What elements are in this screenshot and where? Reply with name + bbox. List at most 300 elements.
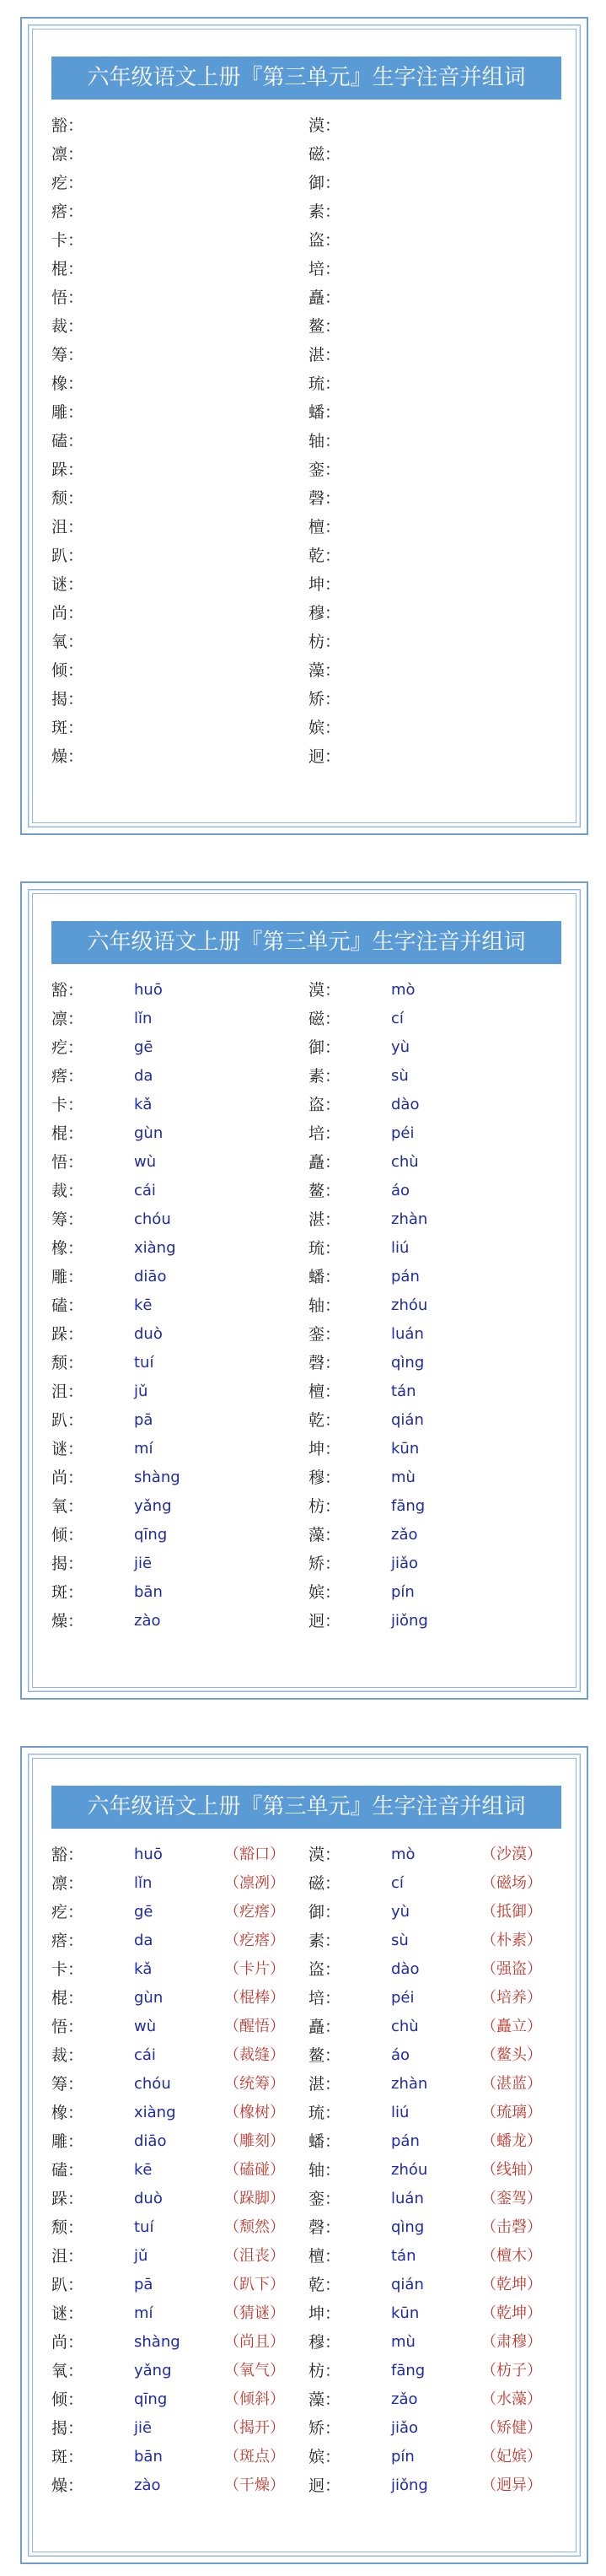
character: 卡： (51, 1960, 84, 1979)
char-row (51, 742, 566, 771)
character: 疙： (51, 1903, 84, 1921)
char-row (51, 255, 566, 283)
char-row (51, 599, 566, 628)
pinyin: mò (391, 1846, 416, 1863)
character: 揭： (51, 690, 84, 709)
character: 悟： (51, 2018, 84, 2036)
character: 轴： (308, 432, 341, 450)
char-row (51, 226, 566, 255)
character: 嫔： (308, 2448, 341, 2466)
char-row (51, 455, 566, 484)
pinyin: sù (391, 1932, 409, 1949)
char-row (51, 2385, 566, 2414)
character: 燥： (51, 2476, 84, 2495)
character: 倾： (51, 661, 84, 680)
pinyin: luán (391, 1325, 424, 1343)
char-row (51, 369, 566, 398)
character: 橡： (51, 375, 84, 393)
char-row (51, 1005, 566, 1033)
pinyin: tuí (134, 2218, 154, 2236)
character: 素： (308, 1932, 341, 1950)
word-example: （水藻） (481, 2390, 542, 2408)
word-example: （趴下） (224, 2276, 285, 2293)
char-row (51, 1263, 566, 1291)
char-row (51, 1955, 566, 1984)
char-row (51, 140, 566, 169)
character: 卡： (51, 1096, 84, 1114)
char-row (51, 2443, 566, 2471)
pinyin: bān (134, 2448, 163, 2466)
pinyin: pín (391, 1583, 415, 1601)
word-example: （倾斜） (224, 2390, 285, 2408)
character: 尚： (51, 604, 84, 622)
char-row (51, 197, 566, 226)
char-row (51, 484, 566, 513)
char-row (51, 1607, 566, 1636)
char-row (51, 1435, 566, 1463)
word-example: （沮丧） (224, 2247, 285, 2265)
pinyin: wù (134, 2018, 157, 2035)
pinyin: sù (391, 1067, 409, 1085)
word-example: （疙瘩） (224, 1932, 285, 1949)
char-row (51, 570, 566, 599)
char-row (51, 2156, 566, 2185)
word-example: （强盗） (481, 1960, 542, 1978)
character: 乾： (308, 547, 341, 565)
character: 疙： (51, 1038, 84, 1057)
character: 卡： (51, 231, 84, 250)
character: 揭： (51, 2419, 84, 2438)
char-row (51, 513, 566, 542)
pinyin: da (134, 1067, 153, 1085)
pinyin: shàng (134, 2333, 180, 2351)
character: 凛： (51, 1010, 84, 1028)
word-example: （雕刻） (224, 2132, 285, 2150)
pinyin: pán (391, 1268, 420, 1285)
pinyin: huō (134, 1846, 163, 1863)
pinyin: kǎ (134, 1960, 153, 1978)
pinyin: yǎng (134, 1497, 172, 1515)
pinyin: jiǒng (391, 1612, 428, 1630)
character: 矗： (308, 288, 341, 307)
character: 燥： (51, 747, 84, 766)
character: 豁： (51, 1846, 84, 1864)
word-example: （抵御） (481, 1903, 542, 1921)
char-row (51, 427, 566, 455)
worksheet-full (20, 1746, 588, 2564)
word-example: （裁缝） (224, 2046, 285, 2064)
character: 尚： (51, 1469, 84, 1487)
word-example: （檀木） (481, 2247, 542, 2265)
char-row (51, 1148, 566, 1177)
word-example: （培养） (481, 1989, 542, 2007)
pinyin: pā (134, 1411, 153, 1429)
character: 凛： (51, 145, 84, 164)
character: 枋： (308, 1497, 341, 1516)
character: 筹： (51, 1210, 84, 1229)
character: 矫： (308, 2419, 341, 2438)
character: 瘩： (51, 1932, 84, 1950)
pinyin: cí (391, 1010, 404, 1027)
pinyin: liú (391, 2104, 410, 2121)
word-example: （妃嫔） (481, 2448, 542, 2466)
pinyin: áo (391, 1182, 410, 1199)
pinyin: pā (134, 2276, 153, 2293)
character: 跺： (51, 461, 84, 479)
pinyin: tuí (134, 1354, 154, 1372)
character: 橡： (51, 1239, 84, 1258)
char-row (51, 542, 566, 570)
pinyin: péi (391, 1124, 415, 1142)
pinyin: cái (134, 1182, 156, 1199)
character: 培： (308, 1989, 341, 2007)
char-row (51, 1549, 566, 1578)
char-row (51, 1578, 566, 1607)
character: 銮： (308, 2190, 341, 2208)
pinyin: da (134, 1932, 153, 1949)
character: 轴： (308, 1296, 341, 1315)
character: 瘩： (51, 202, 84, 221)
worksheet-title: 六年级语文上册『第三单元』生字注音并组词 (51, 57, 561, 100)
character: 漠： (308, 981, 341, 1000)
character: 御： (308, 1903, 341, 1921)
character: 氧： (51, 633, 84, 651)
pinyin: qián (391, 2276, 424, 2293)
word-example: （颓然） (224, 2218, 285, 2236)
character: 迥： (308, 747, 341, 766)
pinyin: wù (134, 1153, 157, 1171)
character: 坤： (308, 2304, 341, 2323)
character: 穆： (308, 2333, 341, 2352)
worksheet-title: 六年级语文上册『第三单元』生字注音并组词 (51, 921, 561, 964)
character: 蟠： (308, 2132, 341, 2151)
char-row (51, 1119, 566, 1148)
pinyin: kē (134, 2161, 153, 2179)
character: 矫： (308, 690, 341, 709)
pinyin: jǔ (134, 2247, 148, 2265)
word-example: （迥异） (481, 2476, 542, 2494)
char-row (51, 1062, 566, 1091)
character: 磬： (308, 2218, 341, 2237)
pinyin: lǐn (134, 1874, 153, 1892)
char-row (51, 2299, 566, 2328)
character: 斑： (51, 2448, 84, 2466)
character: 磁： (308, 1874, 341, 1893)
word-example: （乾坤） (481, 2276, 542, 2293)
character: 矗： (308, 1153, 341, 1172)
character: 漠： (308, 1846, 341, 1864)
char-row (51, 1349, 566, 1377)
character: 湛： (308, 346, 341, 364)
pinyin: qìng (391, 2218, 425, 2236)
pinyin: tán (391, 1382, 416, 1400)
word-example: （统筹） (224, 2075, 285, 2093)
character: 檀： (308, 518, 341, 536)
char-row (51, 341, 566, 369)
character: 磕： (51, 2161, 84, 2180)
char-row (51, 2041, 566, 2070)
character: 素： (308, 202, 341, 221)
word-example: （醒悟） (224, 2018, 285, 2035)
character: 跺： (51, 1325, 84, 1344)
character: 颓： (51, 2218, 84, 2237)
pinyin: kūn (391, 2304, 420, 2322)
char-row (51, 656, 566, 685)
character: 穆： (308, 1469, 341, 1487)
char-row (51, 1521, 566, 1549)
character: 銮： (308, 1325, 341, 1344)
char-row (51, 714, 566, 742)
pinyin: jiē (134, 2419, 153, 2437)
pinyin: diāo (134, 2132, 167, 2150)
word-example: （肃穆） (481, 2333, 542, 2351)
char-row (51, 111, 566, 140)
character: 棍： (51, 1989, 84, 2007)
character: 氧： (51, 2362, 84, 2380)
word-example: （斑点） (224, 2448, 285, 2466)
char-row (51, 1377, 566, 1406)
pinyin: luán (391, 2190, 424, 2207)
character: 湛： (308, 1210, 341, 1229)
char-row (51, 1177, 566, 1205)
character: 凛： (51, 1874, 84, 1893)
character: 趴： (51, 2276, 84, 2294)
char-grid (51, 976, 566, 1636)
word-example: （蟠龙） (481, 2132, 542, 2150)
character: 棍： (51, 260, 84, 278)
pinyin: mò (391, 981, 416, 999)
character: 谜： (51, 2304, 84, 2323)
character: 矗： (308, 2018, 341, 2036)
word-example: （跺脚） (224, 2190, 285, 2207)
pinyin: dào (391, 1960, 420, 1978)
pinyin: diāo (134, 1268, 167, 1285)
char-row (51, 398, 566, 427)
pinyin: kǎ (134, 1096, 153, 1113)
character: 湛： (308, 2075, 341, 2094)
word-example: （銮驾） (481, 2190, 542, 2207)
word-example: （揭开） (224, 2419, 285, 2437)
word-example: （干燥） (224, 2476, 285, 2494)
character: 鳌： (308, 1182, 341, 1200)
char-row (51, 1091, 566, 1119)
pinyin: zǎo (391, 2390, 418, 2408)
char-row (51, 1320, 566, 1349)
character: 培： (308, 1124, 341, 1143)
character: 鳌： (308, 317, 341, 336)
character: 嫔： (308, 1583, 341, 1602)
pinyin: mí (134, 2304, 153, 2322)
pinyin: qīng (134, 1526, 168, 1544)
character: 瘩： (51, 1067, 84, 1086)
character: 雕： (51, 403, 84, 422)
pinyin: qián (391, 1411, 424, 1429)
character: 藻： (308, 1526, 341, 1544)
char-grid (51, 111, 566, 771)
pinyin: zào (134, 1612, 161, 1630)
char-row (51, 2127, 566, 2156)
character: 磬： (308, 489, 341, 508)
character: 颓： (51, 489, 84, 508)
character: 坤： (308, 575, 341, 594)
char-row (51, 2328, 566, 2357)
char-row (51, 1840, 566, 1869)
pinyin: mù (391, 2333, 416, 2351)
character: 趴： (51, 1411, 84, 1430)
char-row (51, 1492, 566, 1521)
char-row (51, 312, 566, 341)
character: 磕： (51, 432, 84, 450)
character: 裁： (51, 2046, 84, 2065)
character: 跺： (51, 2190, 84, 2208)
word-example: （鳌头） (481, 2046, 542, 2064)
char-row (51, 1406, 566, 1435)
pinyin: jiǒng (391, 2476, 428, 2494)
pinyin: áo (391, 2046, 410, 2064)
char-row (51, 1984, 566, 2013)
word-example: （击磬） (481, 2218, 542, 2236)
pinyin: zhàn (391, 2075, 428, 2093)
char-row (51, 1869, 566, 1898)
word-example: （橡树） (224, 2104, 285, 2121)
pinyin: huō (134, 981, 163, 999)
word-example: （矫健） (481, 2419, 542, 2437)
character: 盗： (308, 1096, 341, 1114)
character: 迥： (308, 2476, 341, 2495)
character: 琉： (308, 1239, 341, 1258)
character: 颓： (51, 1354, 84, 1372)
pinyin: gē (134, 1903, 153, 1921)
character: 乾： (308, 2276, 341, 2294)
character: 琉： (308, 2104, 341, 2122)
char-row (51, 2357, 566, 2385)
pinyin: xiàng (134, 1239, 176, 1257)
character: 蟠： (308, 1268, 341, 1286)
char-row (51, 1463, 566, 1492)
character: 漠： (308, 116, 341, 135)
character: 悟： (51, 288, 84, 307)
character: 枋： (308, 2362, 341, 2380)
pinyin: jiē (134, 1555, 153, 1572)
char-row (51, 2013, 566, 2041)
worksheet-pinyin (20, 881, 588, 1700)
character: 琉： (308, 375, 341, 393)
character: 御： (308, 174, 341, 192)
pinyin: zhóu (391, 1296, 428, 1314)
word-example: （磁场） (481, 1874, 542, 1892)
pinyin: yù (391, 1903, 410, 1921)
pinyin: jiǎo (391, 1555, 419, 1572)
character: 銮： (308, 461, 341, 479)
pinyin: kūn (391, 1440, 420, 1458)
char-row (51, 2185, 566, 2213)
char-row (51, 685, 566, 714)
character: 沮： (51, 2247, 84, 2266)
pinyin: duò (134, 2190, 163, 2207)
pinyin: liú (391, 1239, 410, 1257)
character: 嫔： (308, 719, 341, 737)
character: 沮： (51, 1382, 84, 1401)
pinyin: chù (391, 2018, 419, 2035)
word-example: （氧气） (224, 2362, 285, 2379)
word-example: （疙瘩） (224, 1903, 285, 1921)
pinyin: duò (134, 1325, 163, 1343)
pinyin: bān (134, 1583, 163, 1601)
character: 揭： (51, 1555, 84, 1573)
character: 筹： (51, 2075, 84, 2094)
character: 穆： (308, 604, 341, 622)
char-row (51, 628, 566, 656)
character: 斑： (51, 1583, 84, 1602)
word-example: （沙漠） (481, 1846, 542, 1863)
character: 倾： (51, 1526, 84, 1544)
pinyin: kē (134, 1296, 153, 1314)
character: 磁： (308, 145, 341, 164)
pinyin: yǎng (134, 2362, 172, 2379)
character: 谜： (51, 575, 84, 594)
pinyin: chóu (134, 1210, 171, 1228)
character: 棍： (51, 1124, 84, 1143)
pinyin: jiǎo (391, 2419, 419, 2437)
character: 盗： (308, 1960, 341, 1979)
word-example: （猜谜） (224, 2304, 285, 2322)
character: 磬： (308, 1354, 341, 1372)
character: 橡： (51, 2104, 84, 2122)
word-example: （卡片） (224, 1960, 285, 1978)
pinyin: cí (391, 1874, 404, 1892)
character: 藻： (308, 661, 341, 680)
pinyin: cái (134, 2046, 156, 2064)
char-row (51, 2414, 566, 2443)
pinyin: pán (391, 2132, 420, 2150)
character: 斑： (51, 719, 84, 737)
character: 素： (308, 1067, 341, 1086)
character: 檀： (308, 1382, 341, 1401)
char-row (51, 2070, 566, 2099)
word-example: （棍棒） (224, 1989, 285, 2007)
pinyin: qìng (391, 1354, 425, 1372)
word-example: （尚且） (224, 2333, 285, 2351)
pinyin: dào (391, 1096, 420, 1113)
word-example: （磕碰） (224, 2161, 285, 2179)
char-row (51, 2099, 566, 2127)
pinyin: fāng (391, 1497, 426, 1515)
word-example: （朴素） (481, 1932, 542, 1949)
pinyin: zhàn (391, 1210, 428, 1228)
character: 燥： (51, 1612, 84, 1630)
word-example: （线轴） (481, 2161, 542, 2179)
pinyin: xiàng (134, 2104, 176, 2121)
worksheet-title: 六年级语文上册『第三单元』生字注音并组词 (51, 1786, 561, 1829)
pinyin: chóu (134, 2075, 171, 2093)
word-example: （乾坤） (481, 2304, 542, 2322)
character: 枋： (308, 633, 341, 651)
char-row (51, 1234, 566, 1263)
character: 檀： (308, 2247, 341, 2266)
char-grid (51, 1840, 566, 2500)
character: 鳌： (308, 2046, 341, 2065)
worksheet-blank (20, 17, 588, 835)
character: 轴： (308, 2161, 341, 2180)
pinyin: zào (134, 2476, 161, 2494)
pinyin: gùn (134, 1989, 164, 2007)
char-row (51, 976, 566, 1005)
pinyin: tán (391, 2247, 416, 2265)
word-example: （湛蓝） (481, 2075, 542, 2093)
pinyin: chù (391, 1153, 419, 1171)
char-row (51, 1898, 566, 1927)
pinyin: mù (391, 1469, 416, 1486)
